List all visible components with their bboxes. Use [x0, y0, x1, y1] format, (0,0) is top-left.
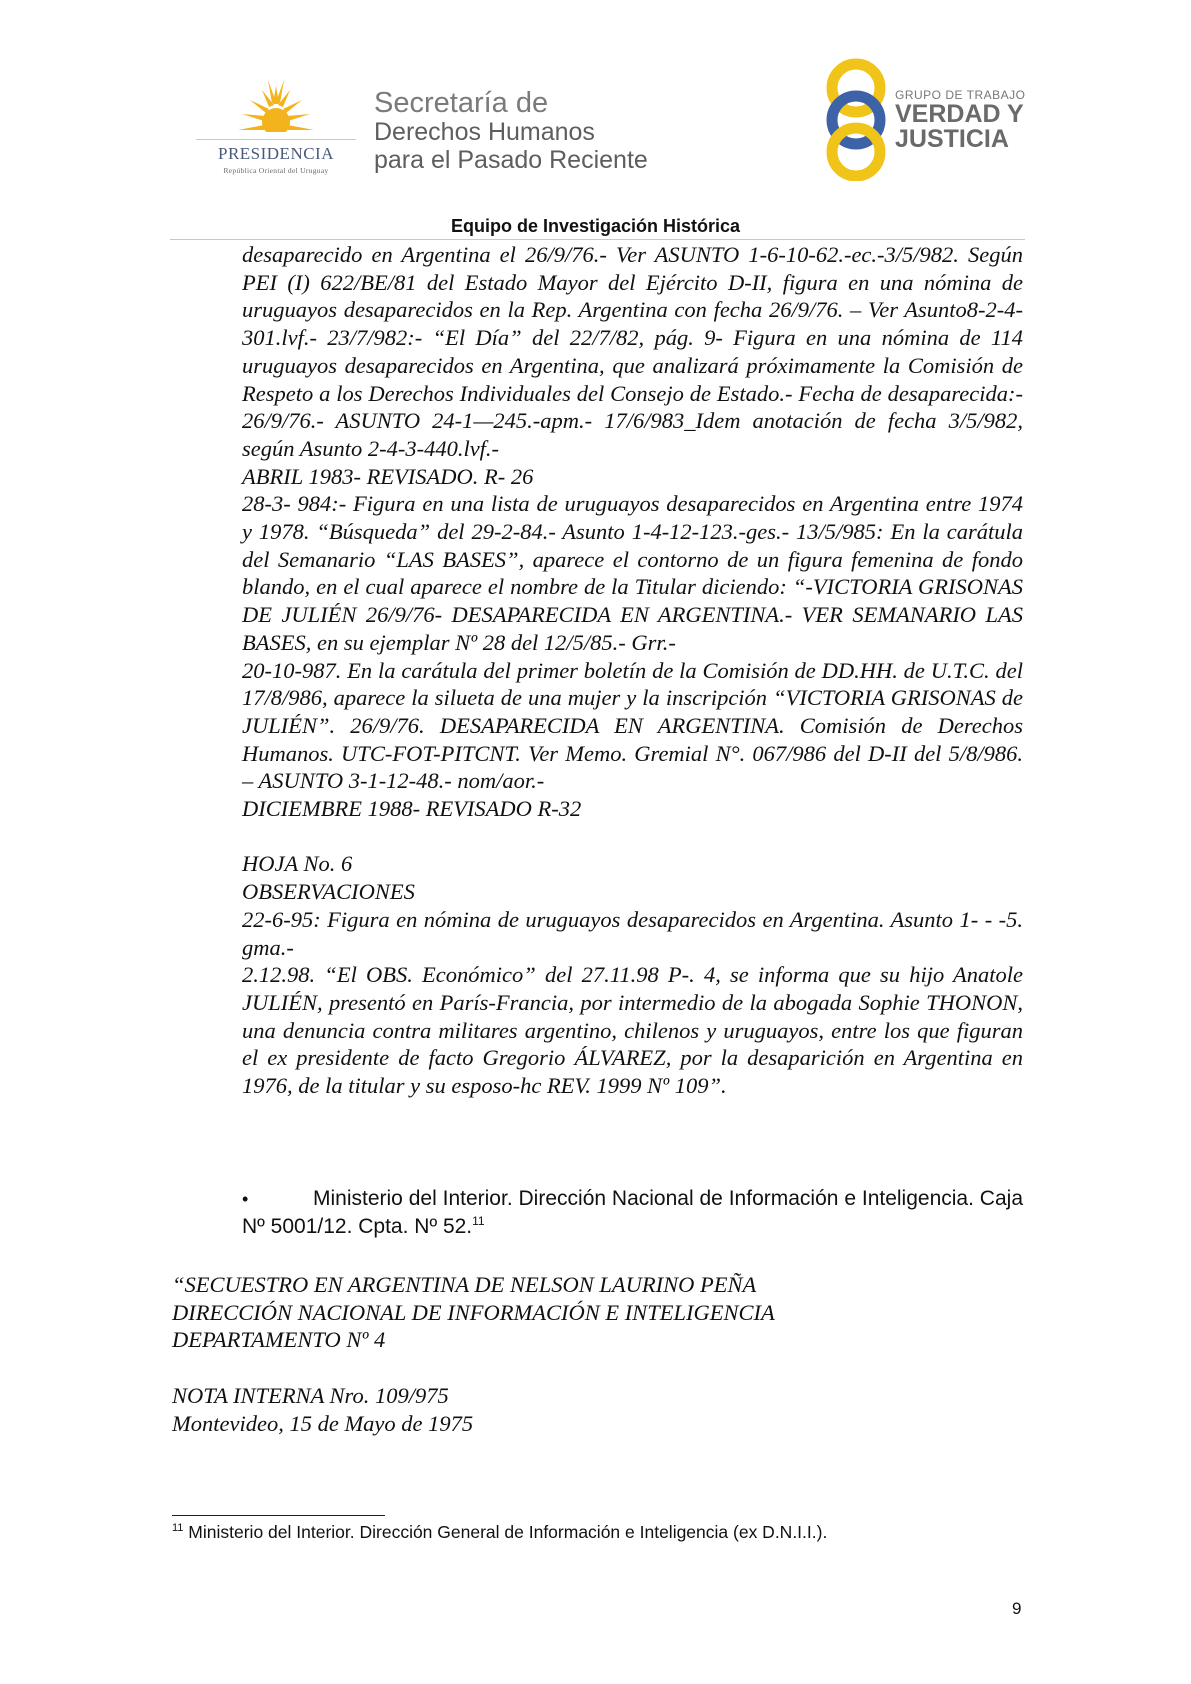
document-body [242, 241, 1023, 1100]
grupo-small: GRUPO DE TRABAJO [895, 88, 1026, 102]
bullet-label: Ministerio del Interior. Dirección Nacional de Información e Inteligencia. Caja Nº 5001/12. Cpta. Nº 52. [242, 1187, 1023, 1238]
grupo-line-2: JUSTICIA [895, 125, 1009, 153]
footnote-text: Ministerio del Interior. Dirección General de Información e Inteligencia (ex D.N.I.I.). [188, 1522, 828, 1542]
divider [196, 139, 356, 140]
paragraph: DICIEMBRE 1988- REVISADO R-32 [242, 796, 582, 822]
paragraph: 22-6-95: Figura en nómina de uruguayos desaparecidos en Argentina. Asunto 1- - -5. gma.- [242, 906, 1023, 960]
quote-line: Montevideo, 15 de Mayo de 1975 [172, 1410, 474, 1436]
paragraph: 2.12.98. “El OBS. Económico” del 27.11.98 P-. 4, se informa que su hijo Anatole JULIÉN, presentó en París-Francia, por intermedio de la abogada Sophie THONON, una denuncia contra militares argentino, chilenos y uruguayos, entre los que figuran el ex presidente de facto Gregorio ÁLVAREZ, por la desaparición en Argentina en 1976, de la titular y su esposo-hc REV. 1999 Nº 109”. [242, 962, 1023, 1099]
secretaria-line-2: Derechos Humanos [374, 118, 595, 146]
quote-line: NOTA INTERNA Nro. 109/975 [172, 1382, 449, 1408]
quote-line: DEPARTAMENTO Nº 4 [172, 1327, 386, 1353]
footnote-number: 11 [172, 1522, 184, 1535]
bullet-item [242, 1185, 1023, 1241]
quote-line: DIRECCIÓN NACIONAL DE INFORMACIÓN E INTELIGENCIA [172, 1299, 775, 1325]
footnote [172, 1522, 827, 1543]
header-rule [170, 239, 1025, 240]
presidencia-name: PRESIDENCIA [217, 144, 334, 163]
sun-icon [232, 78, 320, 140]
secretaria-logo-text [374, 88, 648, 174]
secretaria-line-1: Secretaría de [374, 87, 549, 119]
paragraph: ABRIL 1983- REVISADO. R- 26 [242, 463, 534, 489]
presidencia-subtitle: República Oriental del Uruguay [223, 166, 329, 175]
quote-line-blank [172, 1354, 1032, 1382]
hoja-subtitle: OBSERVACIONES [242, 879, 415, 905]
paragraph: 20-10-987. En la carátula del primer boletín de la Comisión de DD.HH. de U.T.C. del 17/8/986, aparece la silueta de una mujer y la inscripción “VICTORIA GRISONAS de JULIÉN”. 26/9/76. DESAPARECIDA EN ARGENTINA. Comisión de Derechos Humanos. UTC-FOT-PITCNT. Ver Memo. Gremial N°. 067/986 del D-II del 5/8/986. – ASUNTO 3-1-12-48.- nom/aor.- [242, 657, 1023, 794]
paragraph: 28-3- 984:- Figura en una lista de uruguayos desaparecidos en Argentina entre 1974 y 1978. “Búsqueda” del 29-2-84.- Asunto 1-4-12-123.-ges.- 13/5/985: En la carátula del Semanario “LAS BASES”, aparece el contorno de un figura femenina de fondo blando, en el cual aparece el nombre de la Titular diciendo: “-VICTORIA GRISONAS DE JULIÉN 26/9/76- DESAPARECIDA EN ARGENTINA.- VER SEMANARIO LAS BASES, en su ejemplar Nº 28 del 12/5/85.- Grr.- [242, 491, 1023, 655]
bullet-text [242, 1185, 1023, 1241]
quoted-document [172, 1271, 1032, 1437]
hoja-title: HOJA No. 6 [242, 851, 353, 877]
footnote-separator [172, 1515, 385, 1516]
grupo-line-1: VERDAD Y [895, 100, 1024, 128]
footnote-ref[interactable]: 11 [472, 1214, 485, 1228]
paragraph: desaparecido en Argentina el 26/9/76.- Ver ASUNTO 1-6-10-62.-ec.-3/5/982. Según PEI (I) 622/BE/81 del Estado Mayor del Ejército D-II, figura en una nómina de uruguayos desaparecidos en la Rep. Argentina con fecha 26/9/76. – Ver Asunto8-2-4-301.lvf.- 23/7/982:- “El Día” del 22/7/82, pág. 9- Figura en una nómina de 114 uruguayos desaparecidos en Argentina, que analizará próximamente la Comisión de Respeto a los Derechos Individuales del Consejo de Estado.- Fecha de desaparecida:- 26/9/76.- ASUNTO 24-1—245.-apm.- 17/6/983_Idem anotación de fecha 3/5/982, según Asunto 2-4-3-440.lvf.- [242, 242, 1023, 461]
secretaria-line-3: para el Pasado Reciente [374, 146, 648, 174]
page-header [0, 0, 1191, 220]
spacer [242, 823, 1023, 851]
section-title: Equipo de Investigación Histórica [450, 216, 741, 236]
quote-line: “SECUESTRO EN ARGENTINA DE NELSON LAURINO PEÑA [172, 1272, 757, 1297]
bullet-icon: • [242, 1189, 249, 1209]
presidencia-logo [196, 78, 356, 178]
grupo-trabajo-text [895, 88, 1025, 152]
page-number: 9 [1012, 1599, 1022, 1618]
